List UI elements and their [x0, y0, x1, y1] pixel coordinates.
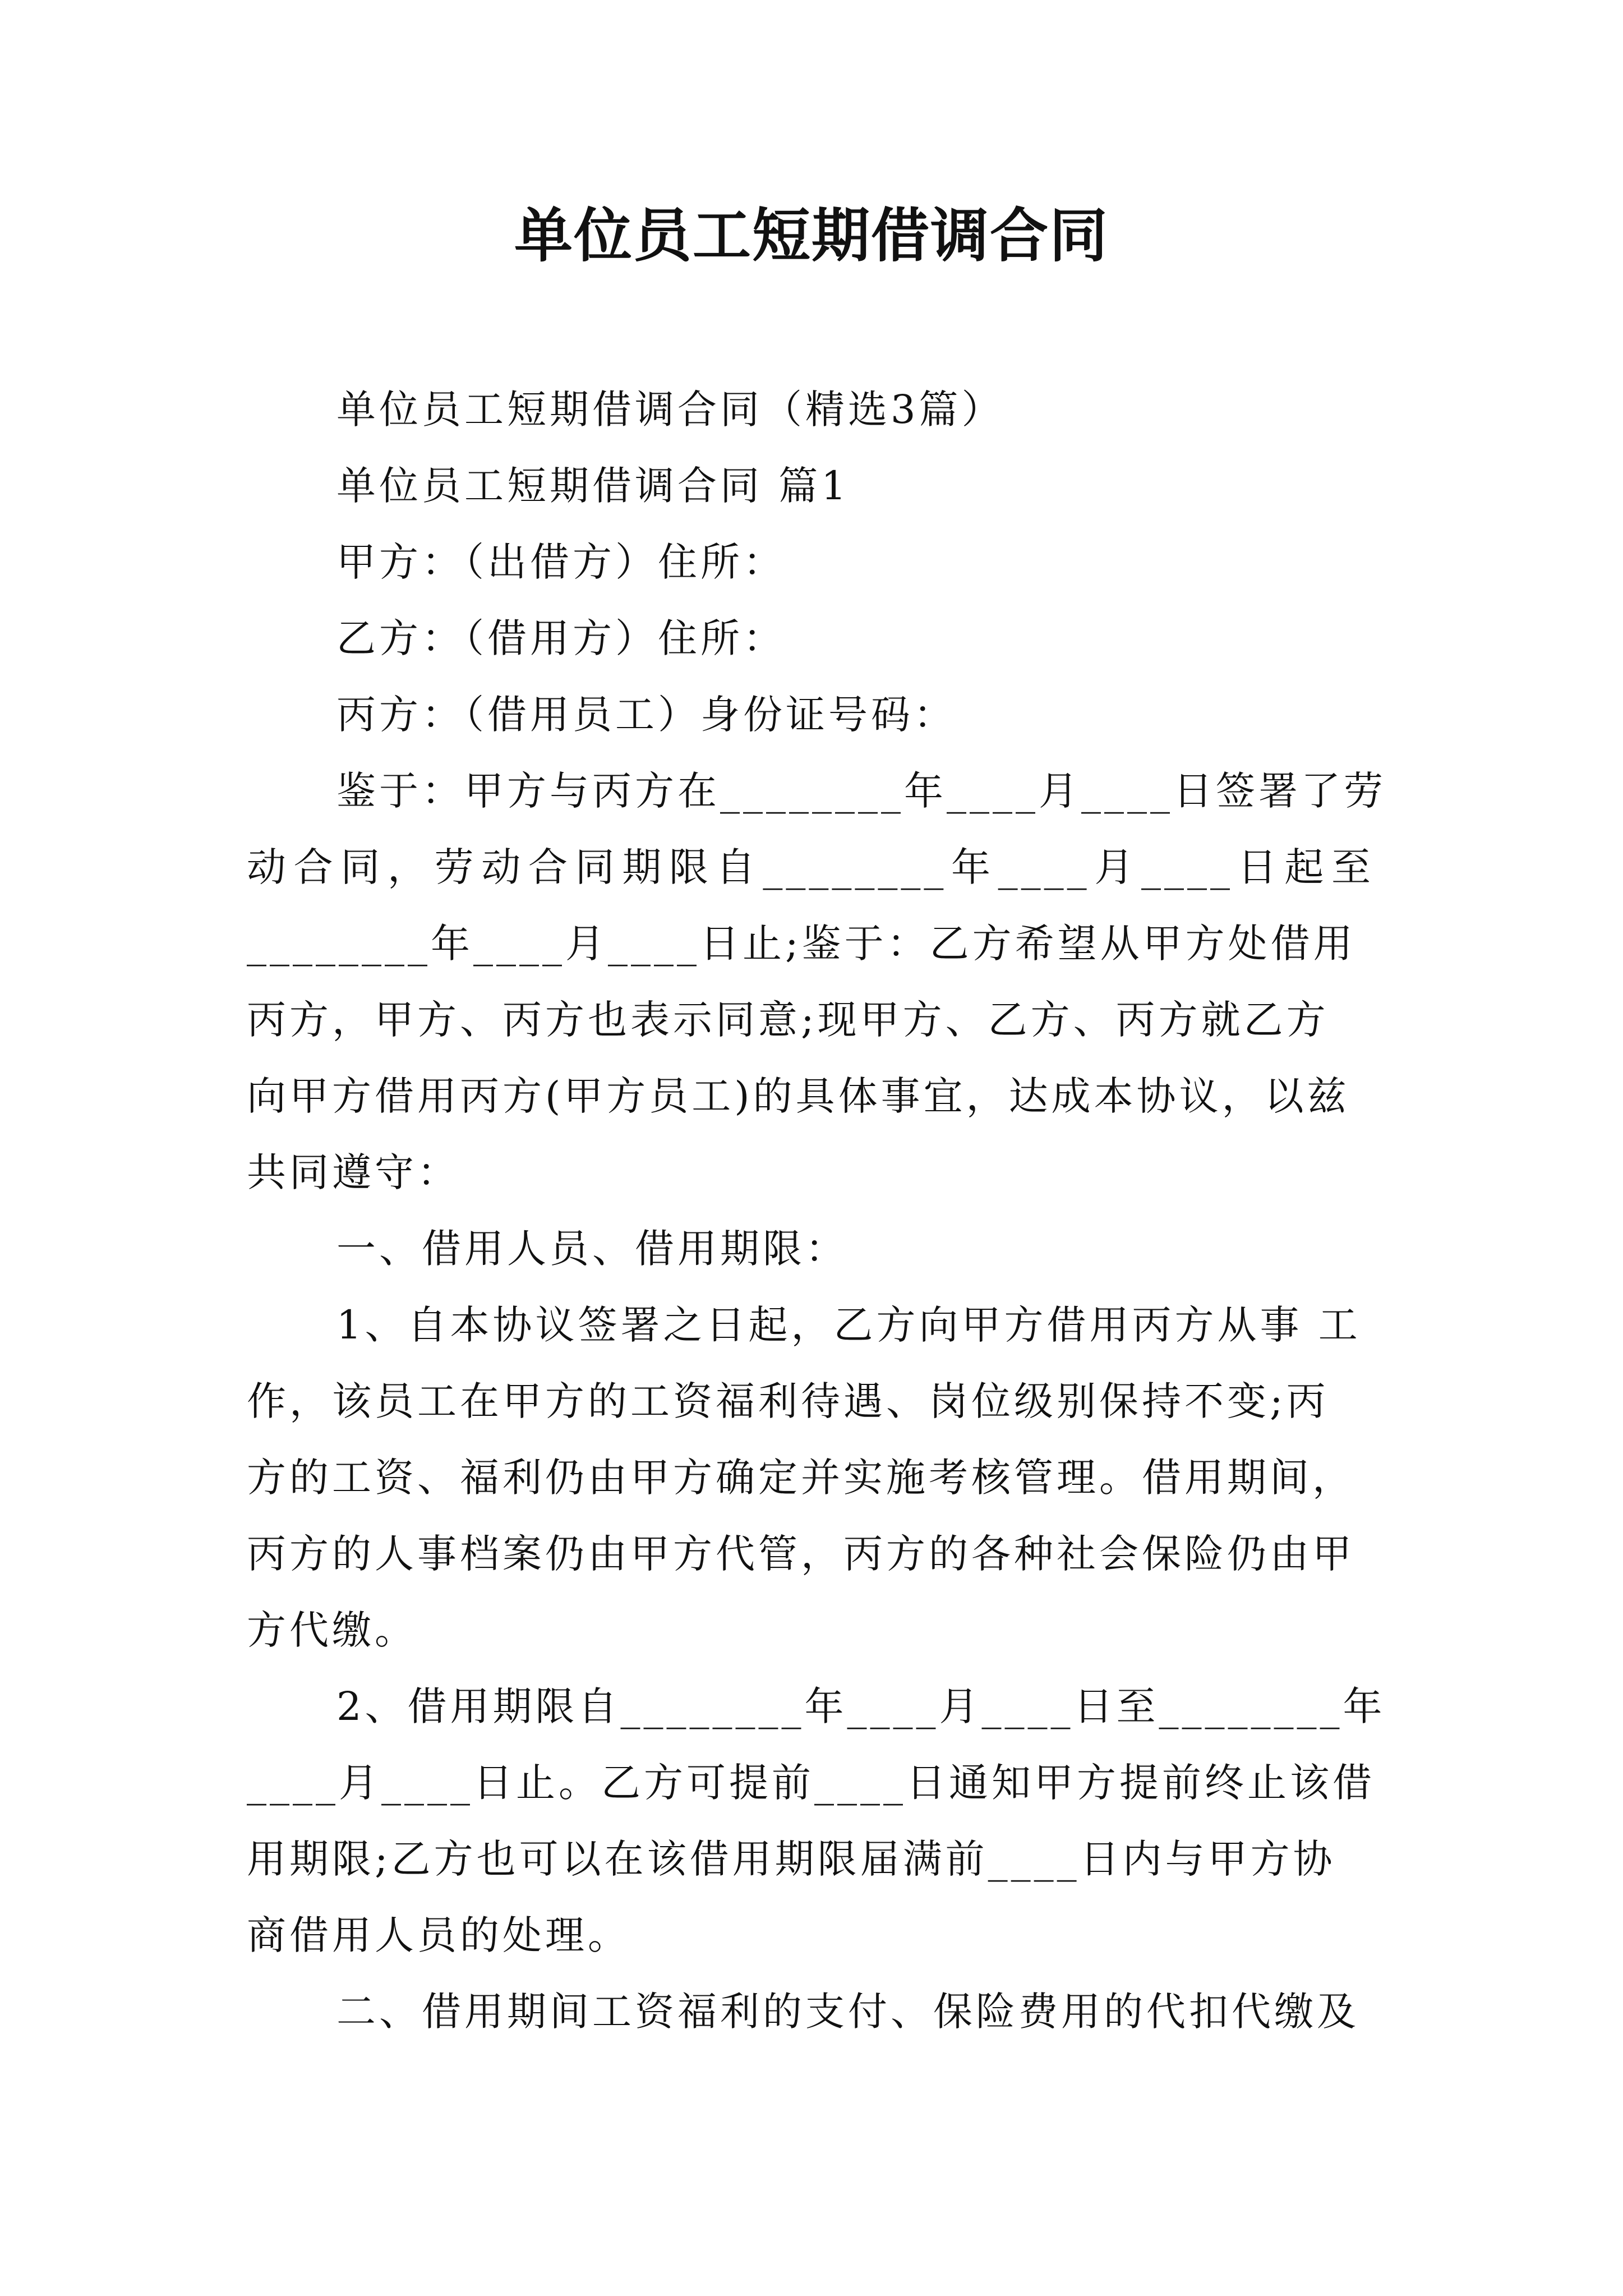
- subtitle-line: 单位员工短期借调合同（精选3篇）: [336, 386, 1004, 432]
- section-heading: 单位员工短期借调合同 篇1: [336, 463, 850, 509]
- paragraph-line: 方代缴。: [247, 1607, 417, 1653]
- paragraph-line: 向甲方借用丙方(甲方员工)的具体事宜，达成本协议，以兹: [247, 1073, 1350, 1119]
- party-a-line: 甲方：（出借方）住所：: [336, 539, 786, 585]
- clause-heading: 一、借用人员、借用期限：: [336, 1226, 848, 1272]
- paragraph-line: 鉴于：甲方与丙方在________年____月____日签署了劳: [336, 768, 1386, 814]
- clause-heading: 二、借用期间工资福利的支付、保险费用的代扣代缴及: [336, 1989, 1359, 2035]
- paragraph-line: ____月____日止。乙方可提前____日通知甲方提前终止该借: [247, 1760, 1375, 1806]
- paragraph-line: 用期限;乙方也可以在该借用期限届满前____日内与甲方协: [247, 1836, 1336, 1882]
- paragraph-line: 丙方，甲方、丙方也表示同意;现甲方、乙方、丙方就乙方: [247, 997, 1329, 1043]
- paragraph-line: 作，该员工在甲方的工资福利待遇、岗位级别保持不变;丙: [247, 1378, 1329, 1424]
- paragraph-line: 2、借用期限自________年____月____日至________年: [336, 1683, 1386, 1729]
- paragraph-line: 方的工资、福利仍由甲方确定并实施考核管理。借用期间，: [247, 1455, 1355, 1501]
- paragraph-line: 丙方的人事档案仍由甲方代管，丙方的各种社会保险仍由甲: [247, 1531, 1355, 1577]
- paragraph-line: 动合同，劳动合同期限自________年____月____日起至: [247, 844, 1374, 890]
- party-b-line: 乙方：（借用方）住所：: [336, 615, 786, 661]
- paragraph-line: 1、自本协议签署之日起，乙方向甲方借用丙方从事 工: [336, 1302, 1361, 1348]
- paragraph-line: 商借用人员的处理。: [247, 1912, 630, 1958]
- paragraph-line: 共同遵守：: [247, 1149, 460, 1195]
- paragraph-line: ________年____月____日止;鉴于：乙方希望从甲方处借用: [247, 921, 1356, 967]
- document-title: 单位员工短期借调合同: [514, 201, 1109, 270]
- party-c-line: 丙方：（借用员工）身份证号码：: [336, 692, 956, 738]
